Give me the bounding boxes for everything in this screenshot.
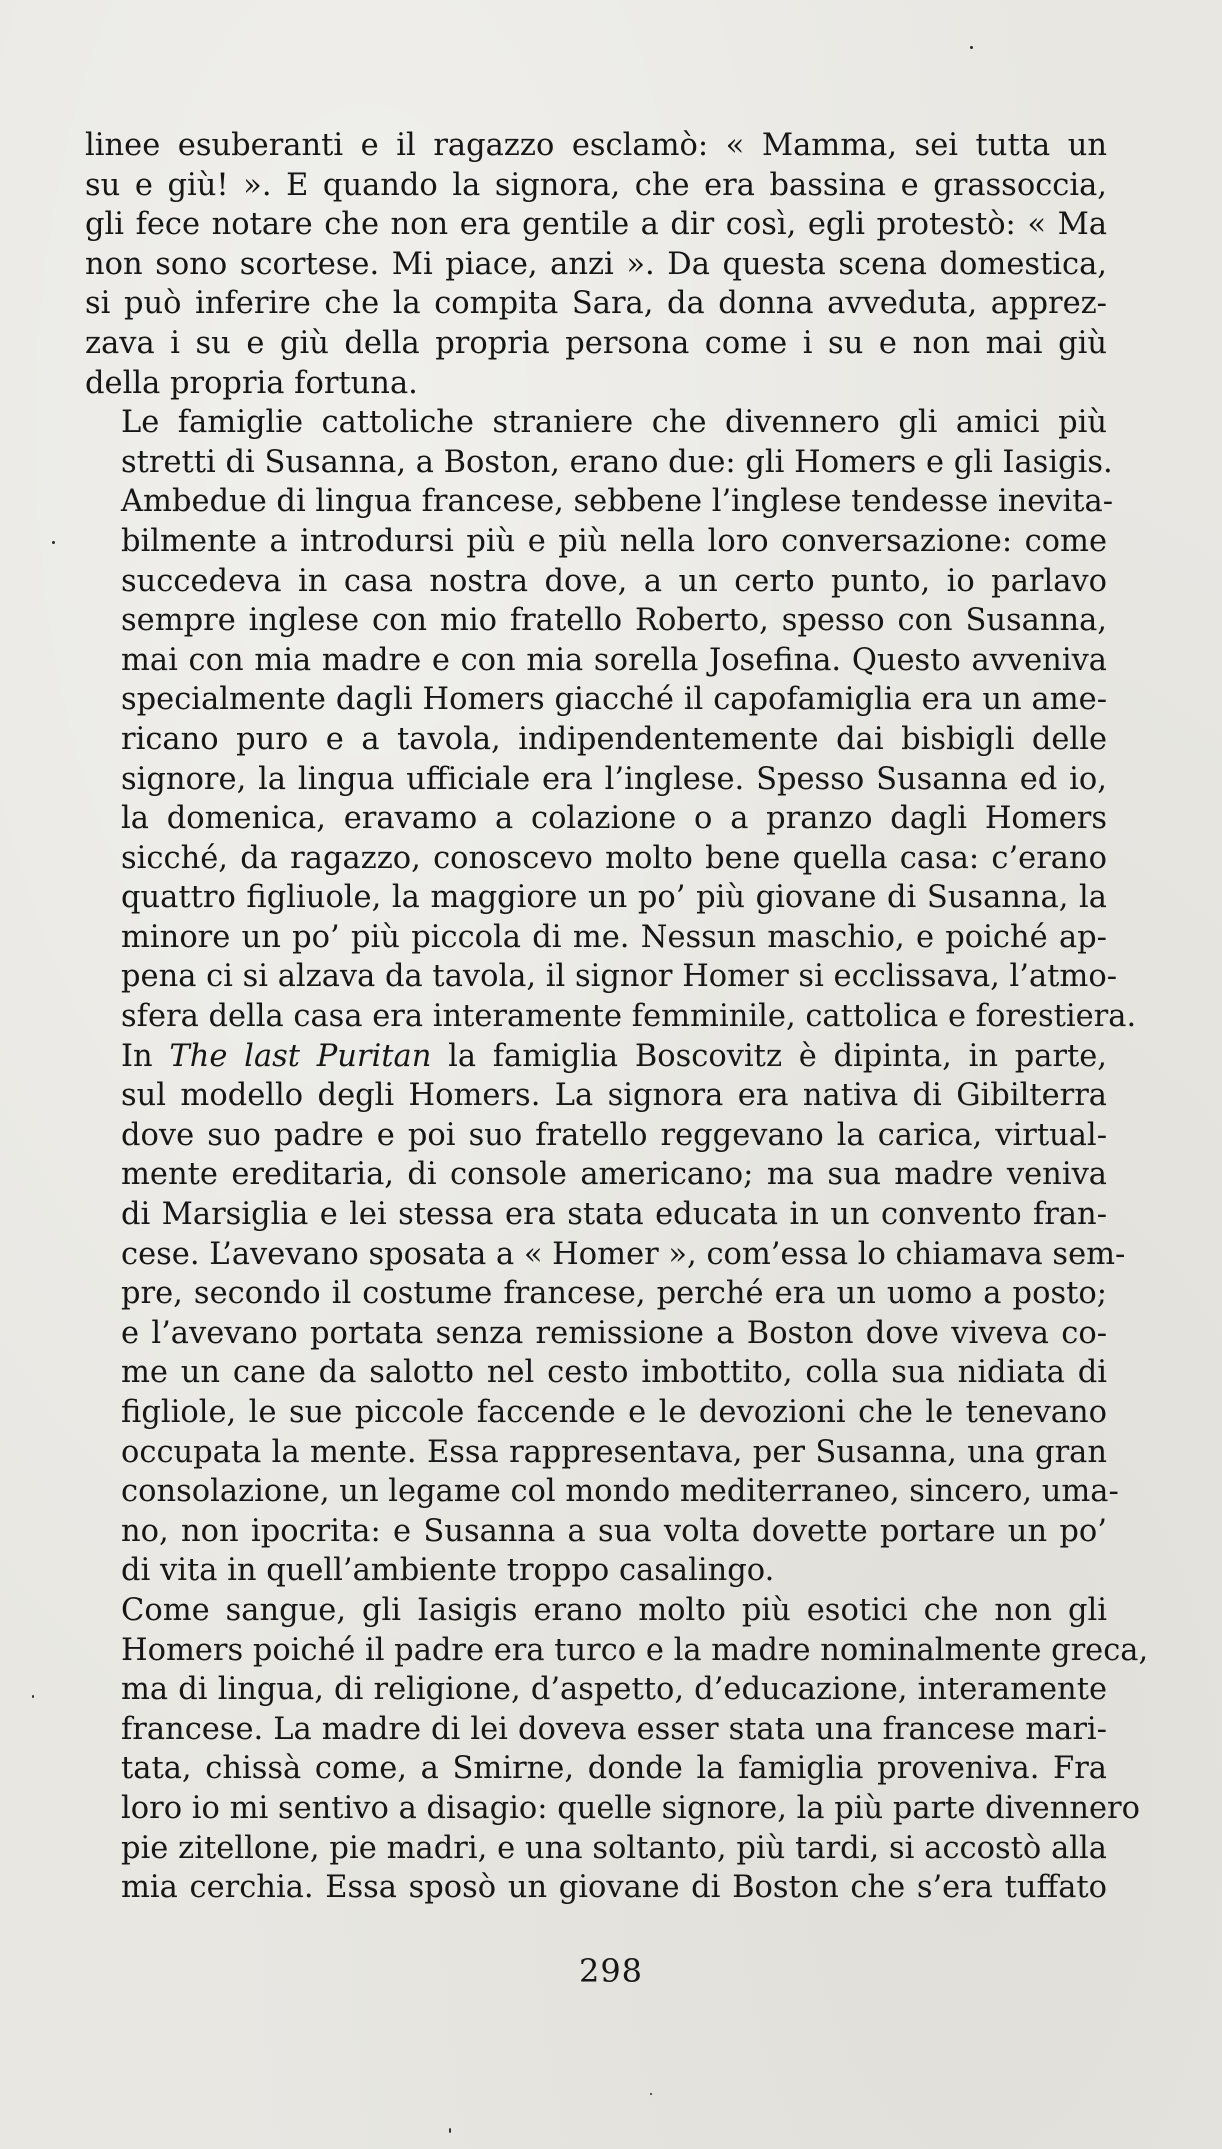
text-line: tata, chissà come, a Smirne, donde la famiglia proveniva. Fra <box>121 1751 1107 1787</box>
text-line: zava i su e giù della propria persona come i su e non mai giù <box>85 325 1107 361</box>
text-line: ma di lingua, di religione, d’aspetto, d’educazione, interamente <box>121 1672 1107 1708</box>
text-line: succedeva in casa nostra dove, a un certo punto, io parlavo <box>121 563 1107 599</box>
paragraph-4 <box>85 1591 1149 1908</box>
text-line: francese. La madre di lei doveva esser stata una francese mari- <box>121 1711 1107 1747</box>
text-line: Le famiglie cattoliche straniere che divennero gli amici più <box>121 405 1107 441</box>
text-line: gli fece notare che non era gentile a dir così, egli protestò: « Ma <box>85 207 1107 243</box>
text-line: non sono scortese. Mi piace, anzi ». Da questa scena domestica, <box>85 246 1107 282</box>
text-line: Homers poiché il padre era turco e la madre nominalmente greca, <box>121 1632 1149 1668</box>
paper-speck <box>449 2128 451 2133</box>
text-line: e l’avevano portata senza remissione a Boston dove viveva co- <box>121 1315 1107 1351</box>
text-line: sicché, da ragazzo, conoscevo molto bene quella casa: c’erano <box>121 840 1107 876</box>
text-line: pie zitellone, pie madri, e una soltanto, più tardi, si accostò alla <box>121 1830 1107 1866</box>
body-text <box>85 126 1149 1908</box>
text-line: loro io mi sentivo a disagio: quelle signore, la più parte divennero <box>121 1790 1140 1826</box>
text-line: di Marsiglia e lei stessa era stata educata in un convento fran- <box>121 1197 1107 1233</box>
text-line: figliole, le sue piccole faccende e le devozioni che le tenevano <box>121 1395 1107 1430</box>
text-line: sul modello degli Homers. La signora era nativa di Gibilterra <box>121 1078 1107 1114</box>
paper-speck <box>52 541 55 544</box>
text-line: specialmente dagli Homers giacché il capofamiglia era un ame- <box>121 682 1107 718</box>
text-line: signore, la lingua ufficiale era l’inglese. Spesso Susanna ed io, <box>121 761 1107 797</box>
text-line: quattro figliuole, la maggiore un po’ più giovane di Susanna, la <box>121 880 1107 916</box>
text-line: no, non ipocrita: e Susanna a sua volta dovette portare un po’ <box>121 1513 1107 1549</box>
text-line: cese. L’avevano sposata a « Homer », com’essa lo chiamava sem- <box>121 1236 1126 1272</box>
text-line: sfera della casa era interamente femminile, cattolica e forestiera. <box>121 999 1137 1035</box>
text-line: su e giù! ». E quando la signora, che era bassina e grassoccia, <box>85 167 1107 203</box>
text-line: pena ci si alzava da tavola, il signor Homer si ecclissava, l’atmo- <box>121 959 1118 995</box>
paragraph-1 <box>85 126 1107 403</box>
text-line: di vita in quell’ambiente troppo casalingo. <box>121 1553 775 1589</box>
text-line: stretti di Susanna, a Boston, erano due: gli Homers e gli Iasigis. <box>121 444 1113 480</box>
text-line: mente ereditaria, di console americano; ma sua madre veniva <box>121 1157 1107 1193</box>
paper-speck <box>970 46 973 49</box>
paragraph-3 <box>85 1037 1126 1591</box>
text-line: occupata la mente. Essa rappresentava, per Susanna, una gran <box>121 1434 1107 1470</box>
text-line: si può inferire che la compita Sara, da donna avveduta, apprez- <box>85 286 1107 322</box>
text-line: pre, secondo il costume francese, perché era un uomo a posto; <box>121 1276 1107 1312</box>
text-line: della propria fortuna. <box>85 365 418 401</box>
book-title: The last Puritan <box>169 1038 432 1074</box>
text-line: Ambedue di lingua francese, sebbene l’inglese tendesse inevita- <box>121 484 1114 520</box>
text-line: ricano puro e a tavola, indipendentemente dai bisbigli delle <box>121 721 1107 757</box>
paper-speck <box>32 1695 34 1698</box>
text-line: minore un po’ più piccola di me. Nessun maschio, e poiché ap- <box>121 919 1107 955</box>
text-line-with-title: In The last Puritan la famiglia Boscovitz è dipinta, in parte, <box>121 1038 1107 1074</box>
text-line: bilmente a introdursi più e più nella loro conversazione: come <box>121 523 1107 559</box>
text-line: consolazione, un legame col mondo mediterraneo, sincero, uma- <box>121 1474 1119 1510</box>
text-line: sempre inglese con mio fratello Roberto, spesso con Susanna, <box>121 603 1107 639</box>
paragraph-2 <box>85 403 1137 1037</box>
paper-speck <box>650 2093 652 2095</box>
text-line: mai con mia madre e con mia sorella Josefina. Questo avveniva <box>121 642 1107 678</box>
text-line: la domenica, eravamo a colazione o a pranzo dagli Homers <box>121 801 1107 837</box>
text-line: mia cerchia. Essa sposò un giovane di Boston che s’era tuffato <box>121 1870 1107 1906</box>
text-line: linee esuberanti e il ragazzo esclamò: « Mamma, sei tutta un <box>85 128 1107 163</box>
text-line: Come sangue, gli Iasigis erano molto più esotici che non gli <box>121 1592 1107 1628</box>
text-line: me un cane da salotto nel cesto imbottito, colla sua nidiata di <box>121 1355 1107 1391</box>
page-number: 298 <box>578 1952 644 1990</box>
text-line: dove suo padre e poi suo fratello reggevano la carica, virtual- <box>121 1117 1107 1153</box>
